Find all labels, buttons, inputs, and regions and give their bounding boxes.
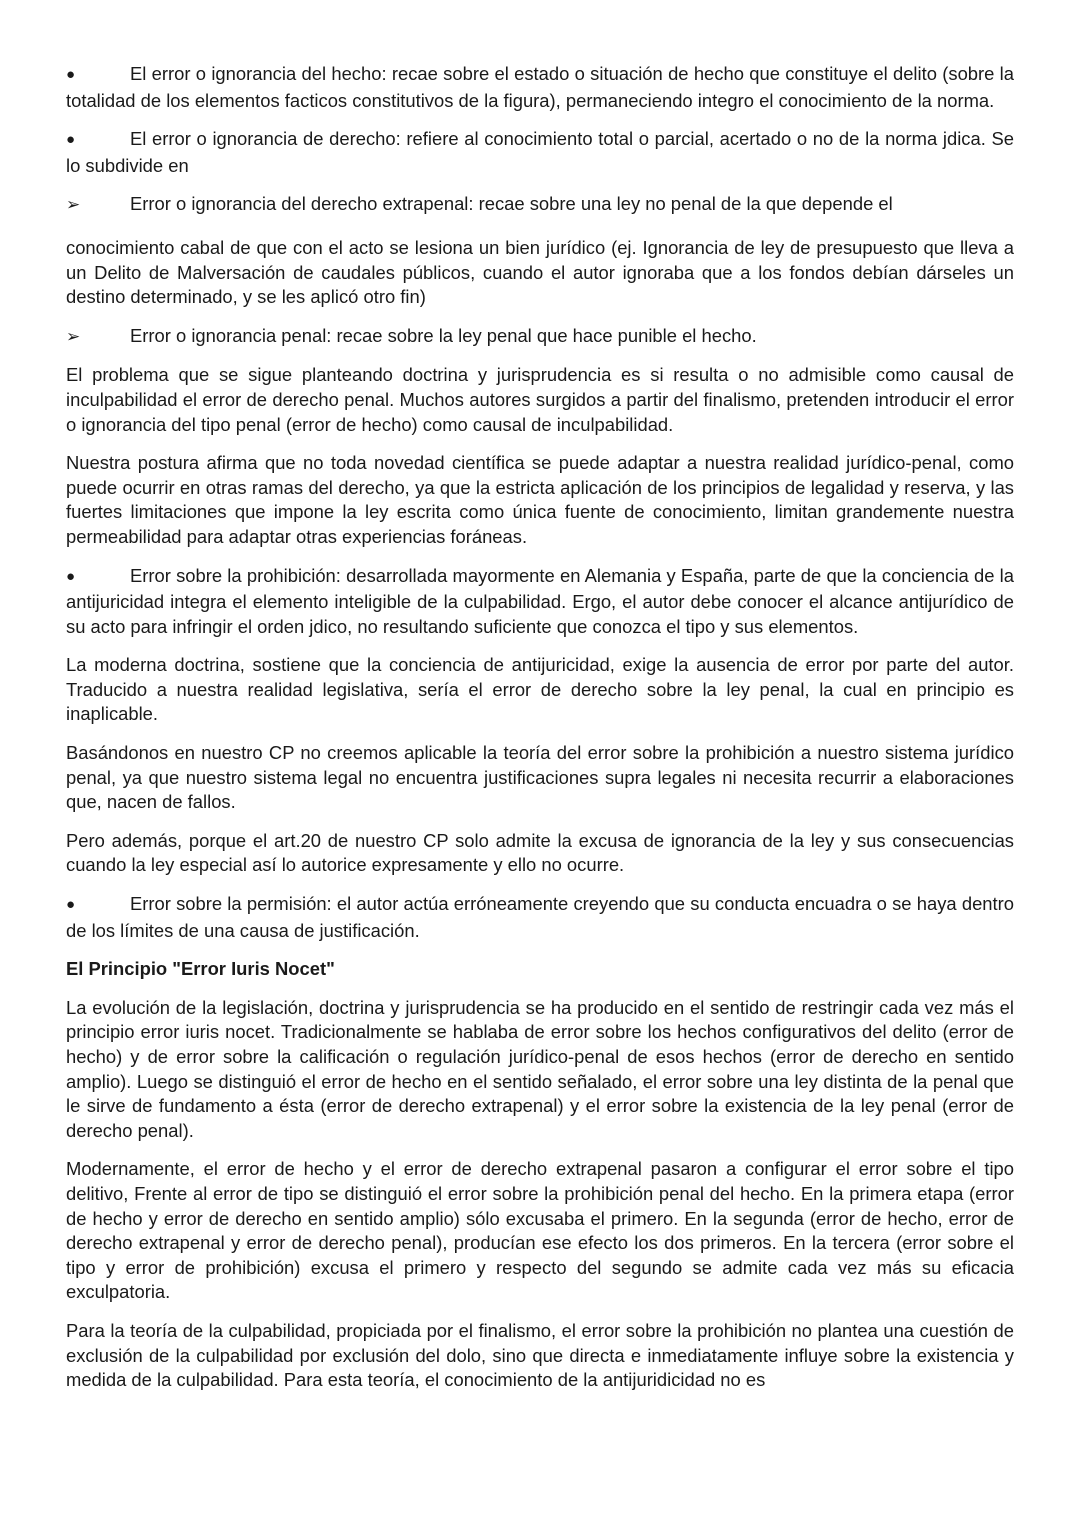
arrow-marker: ➢ xyxy=(66,195,81,215)
arrow-item-penal: ➢ Error o ignorancia penal: recae sobre la ley penal que hace punible el hecho. xyxy=(66,324,1014,350)
paragraph-moderna-doctrina: La moderna doctrina, sostiene que la conciencia de antijuricidad, exige la ausencia de error por parte del autor. Traducido a nuestra realidad legislativa, sería el error de derecho sobre la ley penal, la cual en principio es inaplicable. xyxy=(66,654,1014,725)
arrow-marker: ➢ xyxy=(66,326,81,346)
paragraph-art20: Pero además, porque el art.20 de nuestro CP solo admite la excusa de ignorancia de la ley y sus consecuencias cuando la ley especial así lo autorice expresamente y ello no ocurre. xyxy=(66,829,1014,876)
paragraph-postura: Nuestra postura afirma que no toda novedad científica se puede adaptar a nuestra realidad jurídico-penal, como puede ocurrir en otras ramas del derecho, ya que la estricta aplicación de los principios de legalidad y reserva, y las fuertes limitaciones que impone la ley escrita como única fuente de conocimiento, limitan grandemente nuestra permeabilidad para adaptar otras experiencias foráneas. xyxy=(66,452,1014,547)
bullet-item-error-derecho: ● El error o ignorancia de derecho: refiere al conocimiento total o parcial, acertado o no de la norma jdica. Se lo subdivide en xyxy=(66,128,1014,176)
paragraph-teoria-culpabilidad: Para la teoría de la culpabilidad, propiciada por el finalismo, el error sobre la prohibición no plantea una cuestión de exclusión de la culpabilidad por exclusión del dolo, sino que directa e inmediatamente influye sobre la existencia y medida de la culpabilidad. Para esta teoría, el conocimiento de la antijuridicidad no es xyxy=(66,1319,1014,1391)
paragraph-basandonos: Basándonos en nuestro CP no creemos aplicable la teoría del error sobre la prohibición a nuestro sistema jurídico penal, ya que nuestro sistema legal no encuentra justificaciones supra legales ni necesita recurrir a elaboraciones que, nacen de fallos. xyxy=(66,742,1014,813)
paragraph-extrapenal-continuation: conocimiento cabal de que con el acto se lesiona un bien jurídico (ej. Ignorancia de ley de presupuesto que lleva a un Delito de Malversación de caudales públicos, cuando el autor ignoraba que a los fondos debían dárseles un destino determinado, y se les aplicó otro fin) xyxy=(66,236,1014,308)
paragraph-evolucion: La evolución de la legislación, doctrina y jurisprudencia se ha producido en el sentido de restringir cada vez más el principio error iuris nocet. Tradicionalmente se hablaba de error sobre los hechos configurativos del delito (error de hecho) y de error sobre la calificación o regulación jurídico-penal de esos hechos (error de derecho en sentido amplio). Luego se distinguió el error de hecho en el sentido señalado, el error sobre una ley distinta de la penal que le sirve de fundamento a ésta (error de derecho extrapenal) y el error sobre la existencia de la ley penal (error de derecho penal). xyxy=(66,996,1014,1141)
bullet-item-error-permision: ● Error sobre la permisión: el autor actúa erróneamente creyendo que su conducta encuadra o se haya dentro de los límites de una causa de justificación. xyxy=(66,893,1014,941)
bullet-item-error-hecho: ● El error o ignorancia del hecho: recae sobre el estado o situación de hecho que constituye el delito (sobre la totalidad de los elementos facticos constitutivos de la figura), permaneciendo integro el conocimiento de la norma. xyxy=(66,63,1014,111)
bullet-item-error-prohibicion: ● Error sobre la prohibición: desarrollada mayormente en Alemania y España, parte de que la conciencia de la antijuricidad integra el elemento inteligible de la culpabilidad. Ergo, el autor debe conocer el alcance antijurídico de su acto para infringir el orden jdico, no resultando suficiente que conozca el tipo y sus elementos. xyxy=(66,564,1014,637)
paragraph-problema: El problema que se sigue planteando doctrina y jurisprudencia es si resulta o no admisible como causal de inculpabilidad el error de derecho penal. Muchos autores surgidos a partir del finalismo, pretenden introducir el error o ignorancia del tipo penal (error de hecho) como causal de inculpabilidad. xyxy=(66,364,1014,435)
bullet-marker: ● xyxy=(66,896,76,914)
bullet-marker: ● xyxy=(66,567,76,585)
bullet-marker: ● xyxy=(66,131,76,149)
section-heading: El Principio "Error Iuris Nocet" xyxy=(66,958,335,980)
bullet-marker: ● xyxy=(66,66,76,83)
paragraph-modernamente: Modernamente, el error de hecho y el error de derecho extrapenal pasaron a configurar el error sobre el tipo delitivo, Frente al error de tipo se distinguió el error sobre la prohibición penal del hecho. En la primera etapa (error de hecho y error de derecho en sentido amplio) sólo excusaba el primero. En la segunda (error de hecho, error de derecho extrapenal y error de derecho penal), producían ese efecto los dos primeros. En la tercera (error sobre el tipo y error de prohibición) excusa el primero y respecto del segundo se admite cada vez más su eficacia exculpatoria. xyxy=(66,1158,1014,1303)
arrow-item-extrapenal: ➢ Error o ignorancia del derecho extrapenal: recae sobre una ley no penal de la que depende el xyxy=(66,192,1014,218)
